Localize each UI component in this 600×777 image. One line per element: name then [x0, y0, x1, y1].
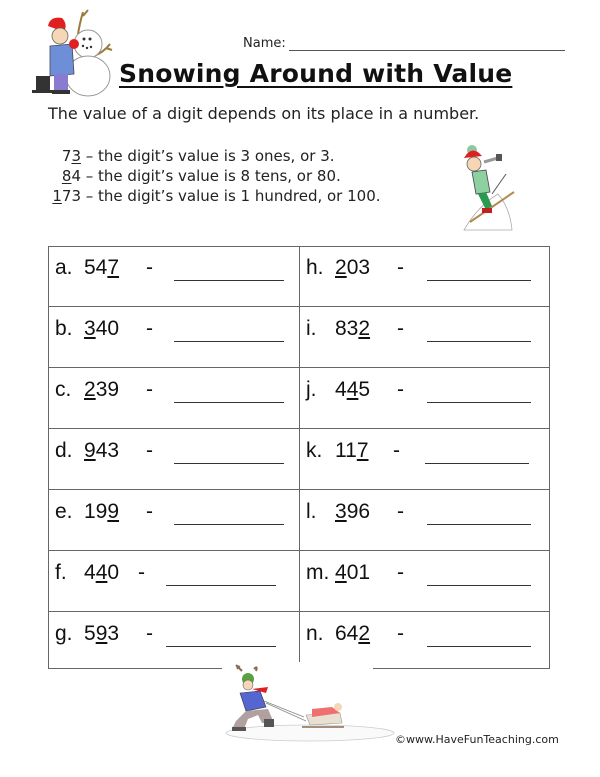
dash: -: [393, 439, 400, 462]
underlined-digit: 3: [335, 500, 347, 523]
example-number-pre: 7: [61, 147, 72, 165]
problem-number: [335, 439, 369, 463]
problem-letter: i.: [306, 317, 317, 340]
answer-blank-j[interactable]: [427, 402, 531, 403]
example-underlined-digit: 3: [71, 147, 81, 165]
number-pre: 54: [84, 256, 108, 279]
problem-letter: g.: [55, 622, 73, 645]
examples-block: [47, 146, 381, 206]
answer-blank-d[interactable]: [174, 463, 284, 464]
page-title: Snowing Around with Value: [119, 59, 513, 88]
name-label: Name:: [243, 36, 286, 51]
problem-a: [48, 246, 299, 307]
underlined-digit: 4: [346, 378, 359, 401]
answer-blank-n[interactable]: [427, 646, 531, 647]
name-field[interactable]: [289, 50, 565, 51]
number-pre: 83: [335, 317, 359, 340]
underlined-digit: 2: [84, 378, 96, 401]
number-post: 0: [107, 561, 120, 584]
problem-letter: f.: [55, 561, 67, 584]
dash: -: [146, 317, 153, 340]
dash: -: [138, 561, 145, 584]
example-underlined-digit: 8: [61, 167, 72, 185]
example-explanation: – the digit’s value is 3 ones, or 3.: [81, 147, 335, 165]
example-row: [47, 166, 381, 186]
problem-number: [84, 317, 119, 341]
problem-f: [48, 551, 299, 612]
problem-letter: h.: [306, 256, 324, 279]
number-post: 40: [95, 317, 120, 340]
problem-number: [84, 622, 119, 646]
answer-blank-f[interactable]: [166, 585, 276, 586]
dash: -: [397, 500, 404, 523]
example-number-post: 73: [61, 187, 81, 205]
problem-letter: j.: [306, 378, 317, 401]
number-pre: 11: [335, 439, 357, 462]
number-post: 03: [346, 256, 371, 279]
problem-number: [335, 317, 370, 341]
answer-blank-h[interactable]: [427, 280, 531, 281]
problem-number: [84, 378, 119, 402]
dash: -: [397, 317, 404, 340]
problem-number: [84, 500, 119, 524]
problem-number: [84, 439, 119, 463]
answer-blank-b[interactable]: [174, 341, 284, 342]
dash: -: [397, 622, 404, 645]
answer-blank-c[interactable]: [174, 402, 284, 403]
underlined-digit: 4: [95, 561, 108, 584]
problem-j: [299, 368, 550, 429]
number-post: 96: [346, 500, 371, 523]
underlined-digit: 9: [107, 500, 120, 523]
answer-blank-m[interactable]: [427, 585, 531, 586]
underlined-digit: 2: [358, 317, 371, 340]
problem-number: [84, 561, 119, 585]
skier-illustration: [458, 136, 522, 232]
dash: -: [397, 561, 404, 584]
problem-number: [335, 378, 370, 402]
number-post: 3: [107, 622, 120, 645]
dash: -: [146, 622, 153, 645]
number-pre: 4: [335, 378, 347, 401]
dash: -: [146, 378, 153, 401]
underlined-digit: 9: [84, 439, 96, 462]
problem-m: [299, 551, 550, 612]
answer-blank-g[interactable]: [166, 646, 276, 647]
sled-pulling-illustration: [222, 663, 397, 743]
problem-letter: e.: [55, 500, 73, 523]
problem-d: [48, 429, 299, 490]
problem-l: [299, 490, 550, 551]
problem-letter: l.: [306, 500, 317, 523]
problem-letter: a.: [55, 256, 73, 279]
example-explanation: – the digit’s value is 1 hundred, or 100.: [81, 187, 381, 205]
example-underlined-digit: 1: [52, 187, 62, 205]
copyright-text: ©www.HaveFunTeaching.com: [395, 733, 559, 746]
dash: -: [146, 439, 153, 462]
problem-letter: d.: [55, 439, 73, 462]
intro-text: The value of a digit depends on its place in a number.: [48, 104, 480, 123]
problem-e: [48, 490, 299, 551]
underlined-digit: 2: [335, 256, 347, 279]
underlined-digit: 7: [107, 256, 120, 279]
dash: -: [397, 256, 404, 279]
problem-h: [299, 246, 550, 307]
dash: -: [397, 378, 404, 401]
example-row: [47, 146, 381, 166]
dash: -: [146, 500, 153, 523]
number-pre: 64: [335, 622, 359, 645]
underlined-digit: 2: [358, 622, 371, 645]
underlined-digit: 3: [84, 317, 96, 340]
number-pre: 19: [84, 500, 108, 523]
example-number-post: 4: [71, 167, 81, 185]
problems-table: [48, 246, 550, 669]
snowman-child-illustration: [28, 4, 118, 99]
answer-blank-k[interactable]: [425, 463, 529, 464]
answer-blank-i[interactable]: [427, 341, 531, 342]
underlined-digit: 9: [95, 622, 108, 645]
answer-blank-l[interactable]: [427, 524, 531, 525]
problem-b: [48, 307, 299, 368]
answer-blank-e[interactable]: [174, 524, 284, 525]
example-row: [47, 186, 381, 206]
problem-k: [299, 429, 550, 490]
number-pre: 5: [84, 622, 96, 645]
problem-letter: n.: [306, 622, 324, 645]
problem-i: [299, 307, 550, 368]
problem-letter: k.: [306, 439, 323, 462]
underlined-digit: 4: [335, 561, 347, 584]
problem-number: [335, 561, 370, 585]
answer-blank-a[interactable]: [174, 280, 284, 281]
number-pre: 4: [84, 561, 96, 584]
problem-number: [335, 622, 370, 646]
number-post: 43: [95, 439, 120, 462]
problem-number: [84, 256, 119, 280]
example-explanation: – the digit’s value is 8 tens, or 80.: [81, 167, 341, 185]
dash: -: [146, 256, 153, 279]
problem-c: [48, 368, 299, 429]
problem-letter: m.: [306, 561, 330, 584]
problem-letter: c.: [55, 378, 72, 401]
number-post: 01: [346, 561, 371, 584]
underlined-digit: 7: [356, 439, 369, 462]
problem-letter: b.: [55, 317, 73, 340]
problem-number: [335, 256, 370, 280]
problem-number: [335, 500, 370, 524]
number-post: 5: [358, 378, 371, 401]
number-post: 39: [95, 378, 120, 401]
